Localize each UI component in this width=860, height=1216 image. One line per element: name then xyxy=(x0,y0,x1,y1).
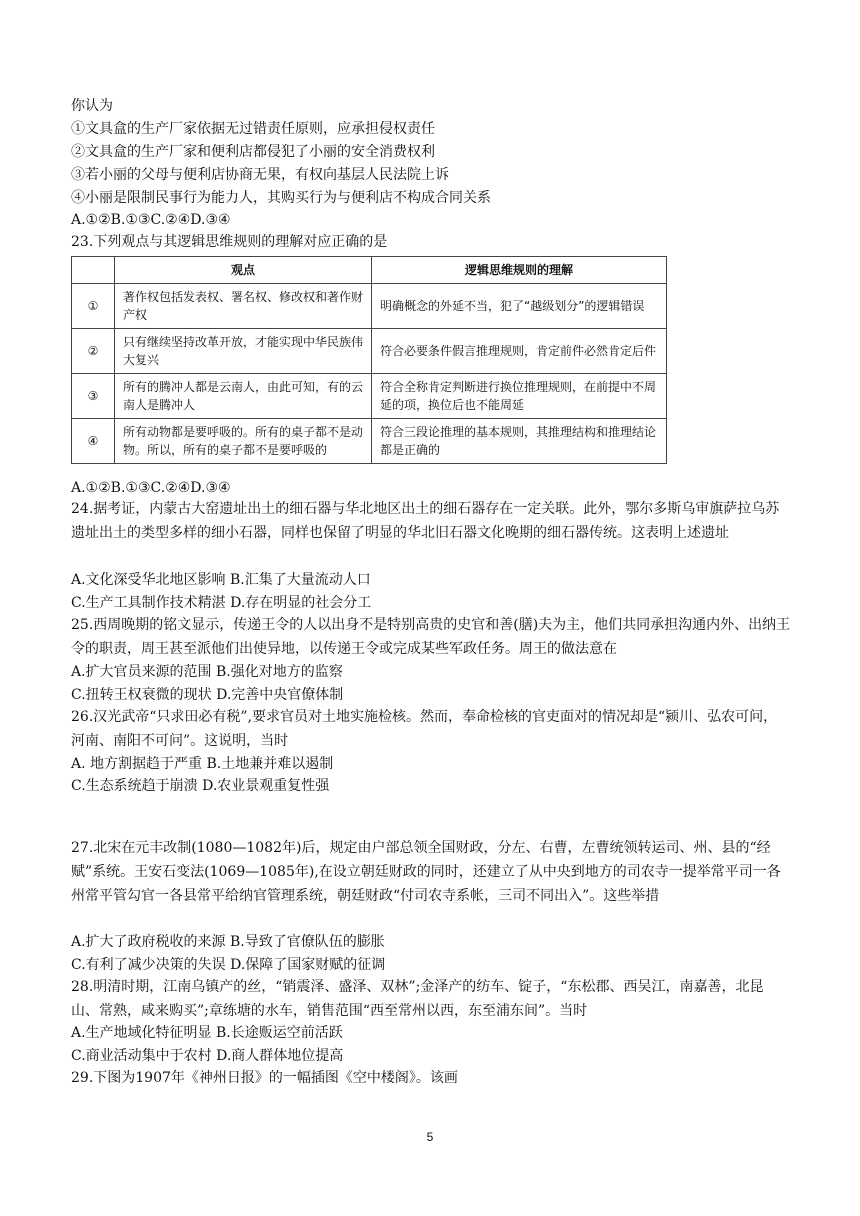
table-header-view: 观点 xyxy=(115,257,372,284)
table-header-num xyxy=(72,257,115,284)
row-rule: 符合全称肯定判断进行换位推理规则，在前提中不周延的项，换位后也不能周延 xyxy=(372,374,667,419)
q29-stem: 29.下图为1907年《神州日报》的一幅插图《空中楼阁》。该画 xyxy=(71,1070,458,1086)
row-rule: 符合必要条件假言推理规则，肯定前件必然肯定后件 xyxy=(372,329,667,374)
table-row xyxy=(72,374,667,419)
q22-stem-end: 你认为 xyxy=(71,98,113,114)
q26-choices-cd: C.生态系统趋于崩溃 D.农业景观重复性强 xyxy=(71,778,330,794)
q28-choices-cd: C.商业活动集中于农村 D.商人群体地位提高 xyxy=(71,1048,344,1064)
q26-choices-ab: A. 地方割据趋于严重 B.土地兼并难以遏制 xyxy=(71,756,334,772)
row-number: ① xyxy=(72,284,115,329)
q24-choices-ab: A.文化深受华北地区影响 B.汇集了大量流动人口 xyxy=(71,572,371,588)
q25-choices-cd: C.扭转王权衰微的现状 D.完善中央官僚体制 xyxy=(71,687,344,703)
q28-choices-ab: A.生产地域化特征明显 B.长途贩运空前活跃 xyxy=(71,1025,343,1041)
q22-option-1: ①文具盒的生产厂家依据无过错责任原则，应承担侵权责任 xyxy=(71,121,435,137)
q25-stem: 25.西周晚期的铭文显示，传递王令的人以出身不是特别高贵的史官和善(膳)夫为主，他们共同承担沟通内外、出纳王令的职责，周王甚至派他们出使异地，以传递王令或完成某些军政任务。周王的做法意在 xyxy=(71,617,791,657)
table-row xyxy=(72,284,667,329)
q25-choices-ab: A.扩大官员来源的范围 B.强化对地方的监察 xyxy=(71,664,343,680)
q22-choices: A.①②B.①③C.②④D.③④ xyxy=(71,212,231,228)
q22-option-3: ③若小丽的父母与便利店协商无果，有权向基层人民法院上诉 xyxy=(71,167,449,183)
table-row xyxy=(72,419,667,464)
table-row xyxy=(72,329,667,374)
q27-choices-cd: C.有利了减少决策的失误 D.保障了国家财赋的征调 xyxy=(71,957,386,973)
q28-stem: 28.明清时期，江南乌镇产的丝，“销震泽、盛泽、双林”;金泽产的纺车、锭子，“东松郡、西吴江，南嘉善，北昆山、常熟，咸来购买”;章练塘的水车，销售范围“西至常州以西，东至浦东间”。当时 xyxy=(71,979,764,1019)
q26-stem: 26.汉光武帝“只求田必有税”,要求官员对土地实施检核。然而，奉命检核的官吏面对的情况却是“颍川、弘农可问，河南、南阳不可问”。这说明，当时 xyxy=(71,709,778,749)
q23-choices: A.①②B.①③C.②④D.③④ xyxy=(71,480,231,496)
row-rule: 明确概念的外延不当，犯了“越级划分”的逻辑错误 xyxy=(372,284,667,329)
table-header-row xyxy=(72,257,667,284)
q22-option-2: ②文具盒的生产厂家和便利店都侵犯了小丽的安全消费权利 xyxy=(71,144,435,160)
q24-stem: 24.据考证，内蒙古大窑遗址出土的细石器与华北地区出土的细石器存在一定关联。此外，鄂尔多斯乌审旗萨拉乌苏遗址出土的类型多样的细小石器，同样也保留了明显的华北旧石器文化晚期的细石器传统。这表明上述遗址 xyxy=(71,501,780,541)
q23-stem: 23.下列观点与其逻辑思维规则的理解对应正确的是 xyxy=(71,234,388,250)
row-view: 著作权包括发表权、署名权、修改权和著作财产权 xyxy=(115,284,372,329)
q27-stem: 27.北宋在元丰改制(1080—1082年)后，规定由户部总领全国财政，分左、右曹，左曹统领转运司、州、县的“经赋”系统。王安石变法(1069—1085年),在设立朝廷财政的同时，还建立了从中央到地方的司农寺一提举常平司一各州常平管勾官一各县常平给纳官管理系统，朝廷财政“付司农寺系帐，三司不同出入”。这些举措 xyxy=(71,840,781,904)
logic-rules-table xyxy=(71,256,667,464)
row-view: 所有的腾冲人都是云南人，由此可知，有的云南人是腾冲人 xyxy=(115,374,372,419)
row-rule: 符合三段论推理的基本规则，其推理结构和推理结论都是正确的 xyxy=(372,419,667,464)
row-number: ④ xyxy=(72,419,115,464)
q24-choices-cd: C.生产工具制作技术精湛 D.存在明显的社会分工 xyxy=(71,595,372,611)
q22-option-4: ④小丽是限制民事行为能力人，其购买行为与便利店不构成合同关系 xyxy=(71,190,491,206)
table-header-rule: 逻辑思维规则的理解 xyxy=(372,257,667,284)
row-number: ③ xyxy=(72,374,115,419)
q27-choices-ab: A.扩大了政府税收的来源 B.导致了官僚队伍的膨胀 xyxy=(71,934,385,950)
row-number: ② xyxy=(72,329,115,374)
row-view: 只有继续坚持改革开放，才能实现中华民族伟大复兴 xyxy=(115,329,372,374)
row-view: 所有动物都是要呼吸的。所有的桌子都不是动物。所以，所有的桌子都不是要呼吸的 xyxy=(115,419,372,464)
page-number: 5 xyxy=(426,1130,434,1144)
